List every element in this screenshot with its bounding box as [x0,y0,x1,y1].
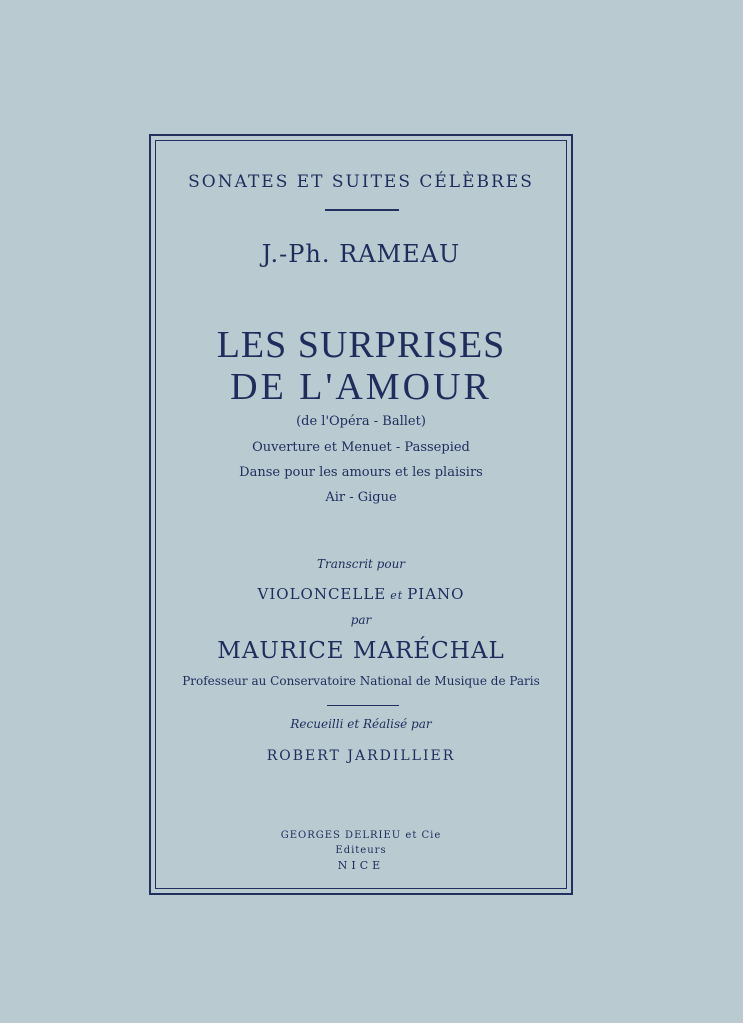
work-title-line-2: DE L'AMOUR [230,366,492,408]
collected-by-label: Recueilli et Réalisé par [290,717,432,731]
arranger-name: MAURICE MARÉCHAL [217,638,505,664]
arranger-title: Professeur au Conservatoire National de Musique de Paris [182,674,540,688]
movement-line-1: Ouverture et Menuet - Passepied [252,440,470,455]
publisher-city: NICE [337,859,385,872]
instrumentation [155,585,567,603]
work-subtitle: (de l'Opéra - Ballet) [296,414,426,429]
movement-line-3: Air - Gigue [325,490,397,505]
transcribed-for-label: Transcrit pour [316,557,406,571]
editor-name: ROBERT JARDILLIER [266,748,456,764]
work-title-line-1: LES SURPRISES [216,324,506,366]
composer-name: J.-Ph. RAMEAU [261,240,461,268]
instrument-joiner: et [390,589,404,602]
series-title: SONATES ET SUITES CÉLÈBRES [188,172,534,192]
par-label: par [350,613,372,627]
section-divider [327,705,399,706]
instrument-piano: PIANO [407,585,465,603]
publisher-role: Editeurs [335,845,387,856]
instrument-cello: VIOLONCELLE [257,585,387,603]
publisher-name: GEORGES DELRIEU et Cie [280,830,442,841]
header-divider [325,209,399,211]
movement-line-2: Danse pour les amours et les plaisirs [239,465,483,480]
